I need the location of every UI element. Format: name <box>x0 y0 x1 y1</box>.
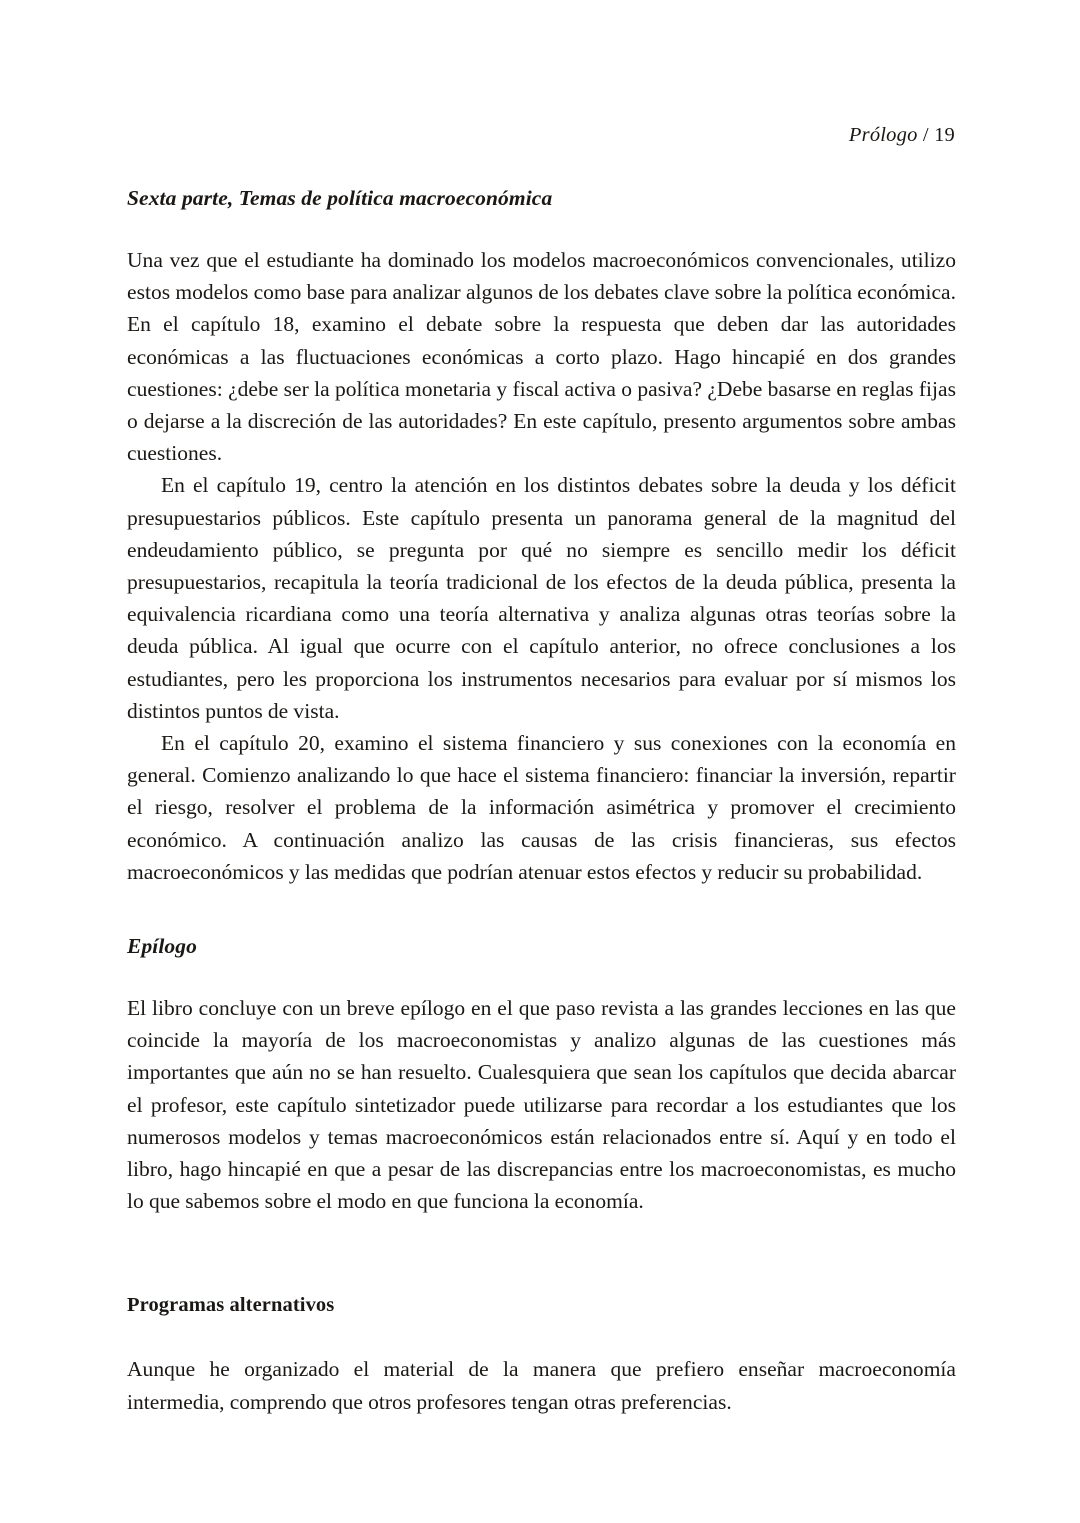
section-heading-sexta-parte: Sexta parte, Temas de política macroeconómica <box>127 186 553 210</box>
section-heading-programas-alternativos: Programas alternativos <box>127 1294 335 1317</box>
paragraph: Una vez que el estudiante ha dominado los modelos macroeconómicos convencionales, utilizo estos modelos como base para analizar algunos de los debates clave sobre la política económica. En el capítulo 18, examino el debate sobre la respuesta que deben dar las autoridades económicas a las fluctuaciones económicas a corto plazo. Hago hincapié en dos grandes cuestiones: ¿debe ser la política monetaria y fiscal activa o pasiva? ¿Debe basarse en reglas fijas o dejarse a la discreción de las autoridades? En este capítulo, presento argumentos sobre ambas cuestiones. <box>127 248 956 466</box>
running-head-separator: / <box>922 124 929 146</box>
paragraph: En el capítulo 19, centro la atención en los distintos debates sobre la deuda y los déficit presupuestarios públicos. Este capítulo presenta un panorama general de la magnitud del endeudamiento público, se pregunta por qué no siempre es sencillo medir los déficit presupuestarios, recapitula la teoría tradicional de los efectos de la deuda pública, presenta la equivalencia ricardiana como una teoría alternativa y analiza algunas otras teorías sobre la deuda pública. Al igual que ocurre con el capítulo anterior, no ofrece conclusiones a los estudiantes, pero les proporciona los instrumentos necesarios para evaluar por sí mismos los distintos puntos de vista. <box>127 473 956 723</box>
page-folio: 19 <box>934 124 955 146</box>
paragraph: Aunque he organizado el material de la manera que prefiero enseñar macroeconomía intermedia, comprendo que otros profesores tengan otras preferencias. <box>127 1357 956 1414</box>
running-head-title: Prólogo <box>848 124 918 146</box>
text-block <box>127 182 956 1418</box>
running-head <box>127 124 955 147</box>
section-heading-epilogo: Epílogo <box>127 934 197 959</box>
paragraph: En el capítulo 20, examino el sistema financiero y sus conexiones con la economía en general. Comienzo analizando lo que hace el sistema financiero: financiar la inversión, repartir el riesgo, resolver el problema de la información asimétrica y promover el crecimiento económico. A continuación analizo las causas de las crisis financieras, sus efectos macroeconómicos y las medidas que podrían atenuar estos efectos y reducir su probabilidad. <box>127 731 956 884</box>
paragraph: El libro concluye con un breve epílogo en el que paso revista a las grandes lecciones en las que coincide la mayoría de los macroeconomistas y analizo algunas de las cuestiones más importantes que aún no se han resuelto. Cualesquiera que sean los capítulos que decida abarcar el profesor, este capítulo sintetizador puede utilizarse para recordar a los estudiantes que los numerosos modelos y temas macroeconómicos están relacionados entre sí. Aquí y en todo el libro, hago hincapié en que a pesar de las discrepancias entre los macroeconomistas, es mucho lo que sabemos sobre el modo en que funciona la economía. <box>127 996 956 1214</box>
